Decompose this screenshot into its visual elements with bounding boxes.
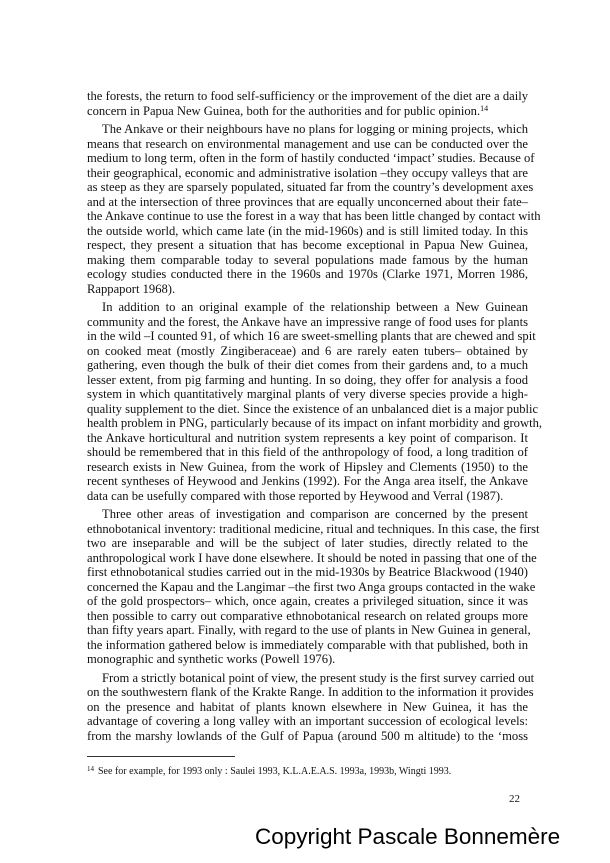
footnote-reference[interactable]: 14 — [480, 103, 489, 113]
text-line: anthropological work I have done elsewhere. It should be noted in passing that one of the — [87, 550, 537, 565]
text-line: concerned the Kapau and the Langimar –the first two Anga groups contacted in the wake — [87, 579, 536, 594]
text-line: monographic and synthetic works (Powell 1976). — [87, 652, 336, 666]
text-line: the information gathered below is immediately comparable with that published, both in — [87, 637, 528, 652]
text-line: making them comparable today to several populations made famous by the human — [87, 252, 528, 267]
text-line: the forests, the return to food self-sufficiency or the improvement of the diet are a daily — [87, 89, 528, 103]
text-line-content: concern in Papua New Guinea, both for the authorities and for public opinion. — [87, 103, 481, 118]
text-line: data can be usefully compared with those reported by Heywood and Verral (1987). — [87, 488, 504, 503]
text-line: then possible to carry out comparative ethnobotanical research on related groups more — [87, 608, 528, 623]
text-line: two are inseparable and will be the subject of later studies, directly related to the — [87, 536, 528, 550]
text-line: on the southwestern flank of the Krakte Range. In addition to the information it provides — [87, 685, 534, 699]
paragraph — [87, 507, 540, 667]
text-line: research exists in New Guinea, from the work of Hipsley and Clements (1950) to the — [87, 459, 528, 474]
text-line: recent syntheses of Heywood and Jenkins (1992). For the Anga area itself, the Ankave — [87, 474, 528, 488]
text-line: medium to long term, often in the form of hastily conducted ‘impact’ studies. Because of — [87, 151, 535, 165]
text-line: system in which quantitatively marginal plants of very diverse species provide a high- — [87, 387, 528, 401]
text-line: ethnobotanical inventory: traditional medicine, ritual and techniques. In this case, the first — [87, 521, 540, 536]
paragraph — [87, 670, 535, 744]
text-line: the Ankave continue to use the forest in a way that has been little changed by contact with — [87, 209, 541, 223]
text-line: the outside world, which came late (in the mid-1960s) and is still limited today. In this — [87, 223, 528, 238]
text-line: From a strictly botanical point of view, the present study is the first survey carried out — [102, 670, 535, 685]
text-line: than fifty years apart. Finally, with regard to the use of plants in New Guinea in general, — [87, 623, 531, 637]
text-line: ecology studies conducted there in the 1960s and 1970s (Clarke 1971, Morren 1986, — [87, 267, 528, 281]
footnote-number: 14 — [87, 765, 94, 773]
text-line: community and the forest, the Ankave have an impressive range of food uses for plants — [87, 314, 528, 329]
text-line: advantage of covering a long valley with an important succession of ecological levels: — [87, 714, 528, 728]
text-line: and at the intersection of three provinces that are equally unconcerned about their fate– — [87, 194, 528, 209]
text-line: from the marshy lowlands of the Gulf of Papua (around 500 m altitude) to the ‘moss — [87, 728, 528, 743]
text-line: should be remembered that in this field of the anthropology of food, a long tradition of — [87, 445, 528, 459]
text-line: first ethnobotanical studies carried out in the mid-1930s by Beatrice Blackwood (1940) — [87, 565, 528, 579]
text-line: the Ankave horticultural and nutrition system represents a key point of comparison. It — [87, 430, 528, 445]
text-line: gathering, even though the bulk of their diet comes from their gardens and, to a much — [87, 358, 528, 372]
paragraph — [87, 122, 541, 296]
text-line: The Ankave or their neighbours have no plans for logging or mining projects, which — [102, 122, 528, 136]
text-line: means that research on environmental management and use can be conducted over the — [87, 136, 528, 151]
body-text — [87, 89, 543, 747]
text-line: on cooked meat (mostly Zingiberaceae) and 6 are rarely eaten tubers– obtained by — [87, 343, 528, 358]
page-number: 22 — [509, 793, 520, 805]
text-line: Rappaport 1968). — [87, 281, 176, 296]
footnote — [87, 765, 451, 778]
text-line — [87, 104, 528, 119]
text-line: respect, they present a situation that has become exceptional in Papua New Guinea, — [87, 238, 528, 252]
text-line: lesser extent, from pig farming and hunting. In so doing, they offer for analysis a food — [87, 372, 528, 387]
text-line: Three other areas of investigation and comparison are concerned by the present — [102, 507, 528, 521]
text-line: health problem in PNG, particularly because of its impact on infant morbidity and growth, — [87, 416, 543, 430]
text-line: on the presence and habitat of plants known elsewhere in New Guinea, it has the — [87, 699, 528, 714]
paragraph — [87, 89, 528, 118]
text-line: as steep as they are sparsely populated, situated far from the country’s development axes — [87, 180, 534, 194]
text-line: their geographical, economic and administrative isolation –they occupy valleys that are — [87, 165, 528, 180]
footnote-text: See for example, for 1993 only : Saulei 1993, K.L.A.E.A.S. 1993a, 1993b, Wingti 1993. — [98, 766, 452, 777]
text-line: quality supplement to the diet. Since the existence of an unbalanced diet is a major public — [87, 401, 539, 416]
text-line: in the wild –I counted 91, of which 16 are sweet-smelling plants that are chewed and spit — [87, 329, 536, 343]
paragraph — [87, 300, 543, 503]
text-line: In addition to an original example of the relationship between a New Guinean — [102, 300, 528, 314]
text-line: of the gold prospectors– which, once again, creates a privileged situation, since it was — [87, 594, 528, 608]
footnote-divider — [87, 756, 235, 757]
copyright-watermark: Copyright Pascale Bonnemère — [255, 824, 561, 849]
